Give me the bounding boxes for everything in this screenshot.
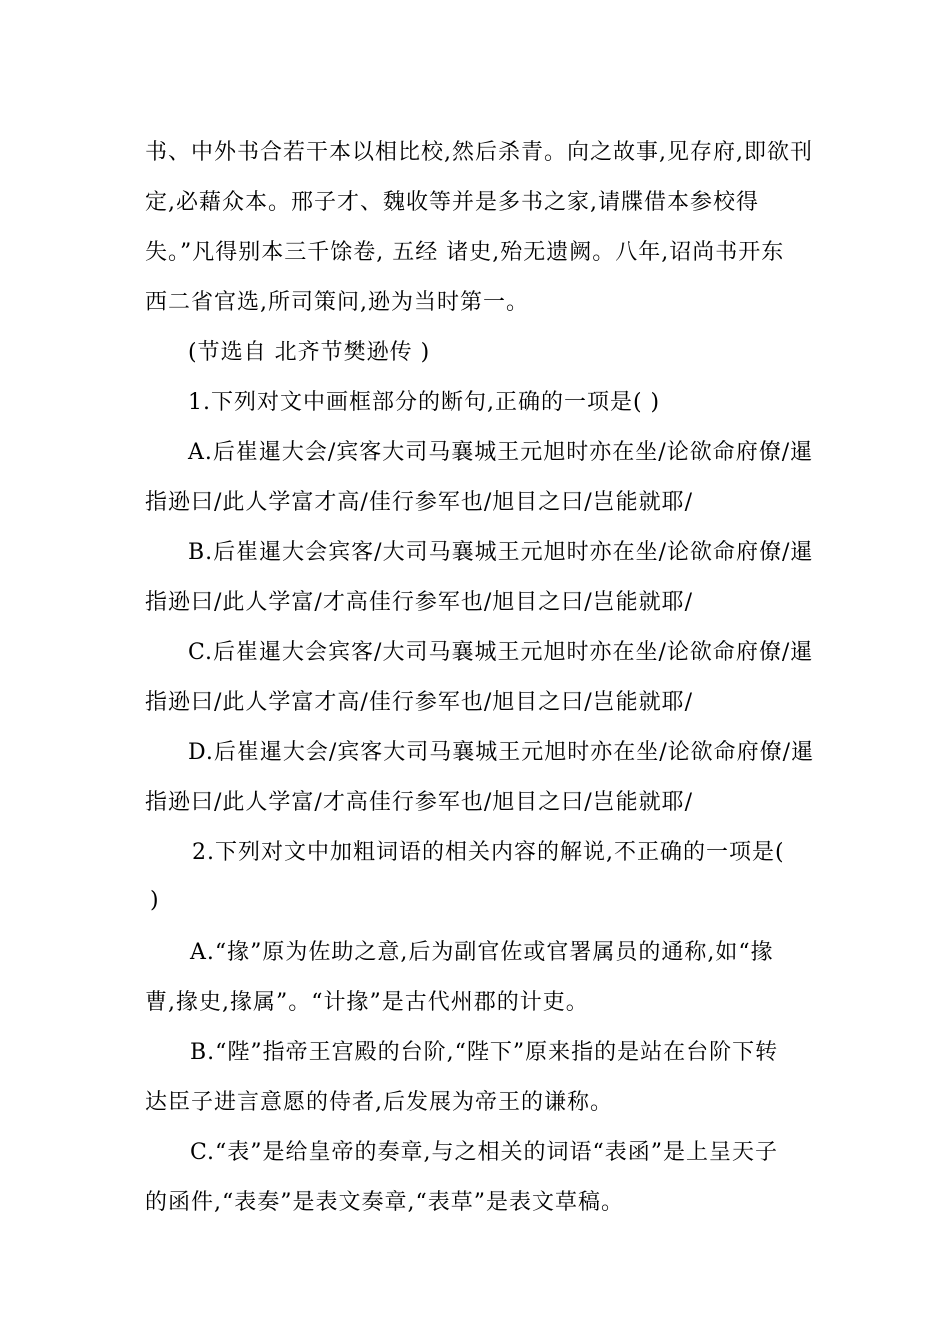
passage-line: 书、中外书合若干本以相比校,然后杀青。向之故事,见存府,即欲刊	[145, 140, 813, 165]
question-2-stem-cont: )	[150, 888, 160, 913]
question-2-stem: 2.下列对文中加粗词语的相关内容的解说,不正确的一项是(	[192, 840, 785, 865]
question-1-option-d-cont: 指逊曰/此人学富/才高佳行参军也/旭目之曰/岂能就耶/	[145, 790, 694, 815]
question-2-option-b-cont: 达臣子进言意愿的侍者,后发展为帝王的谦称。	[145, 1090, 613, 1115]
question-1-option-c: C.后崔暹大会宾客/大司马襄城王元旭时亦在坐/论欲命府僚/暹	[188, 640, 814, 665]
question-2-option-c-cont: 的函件,“表奏”是表文奏章,“表草”是表文草稿。	[145, 1190, 624, 1215]
question-2-option-a-cont: 曹,掾史,掾属”。“计掾”是古代州郡的计吏。	[145, 990, 589, 1015]
question-1-option-d: D.后崔暹大会/宾客大司马襄城王元旭时亦在坐/论欲命府僚/暹	[188, 740, 815, 765]
question-2-option-a: A.“掾”原为佐助之意,后为副官佐或官署属员的通称,如“掾	[190, 940, 774, 965]
passage-source: (节选自 北齐节樊逊传 )	[188, 340, 431, 365]
question-1-option-b: B.后崔暹大会宾客/大司马襄城王元旭时亦在坐/论欲命府僚/暹	[188, 540, 814, 565]
passage-line: 定,必藉众本。邢子才、魏收等并是多书之家,请牒借本参校得	[145, 190, 759, 215]
question-1-stem: 1.下列对文中画框部分的断句,正确的一项是( )	[188, 390, 661, 415]
question-2-option-c: C.“表”是给皇帝的奏章,与之相关的词语“表函”是上呈天子	[190, 1140, 779, 1165]
question-1-option-a-cont: 指逊曰/此人学富才高/佳行参军也/旭目之曰/岂能就耶/	[145, 490, 694, 515]
question-1-option-a: A.后崔暹大会/宾客大司马襄城王元旭时亦在坐/论欲命府僚/暹	[188, 440, 814, 465]
question-2-option-b: B.“陛”指帝王宫殿的台阶,“陛下”原来指的是站在台阶下转	[190, 1040, 779, 1065]
question-1-option-c-cont: 指逊曰/此人学富才高/佳行参军也/旭目之曰/岂能就耶/	[145, 690, 694, 715]
question-1-option-b-cont: 指逊曰/此人学富/才高佳行参军也/旭目之曰/岂能就耶/	[145, 590, 694, 615]
passage-line: 西二省官选,所司策问,逊为当时第一。	[145, 290, 529, 315]
passage-line: 失。”凡得别本三千馀卷, 五经 诸史,殆无遗阙。八年,诏尚书开东	[145, 240, 785, 265]
